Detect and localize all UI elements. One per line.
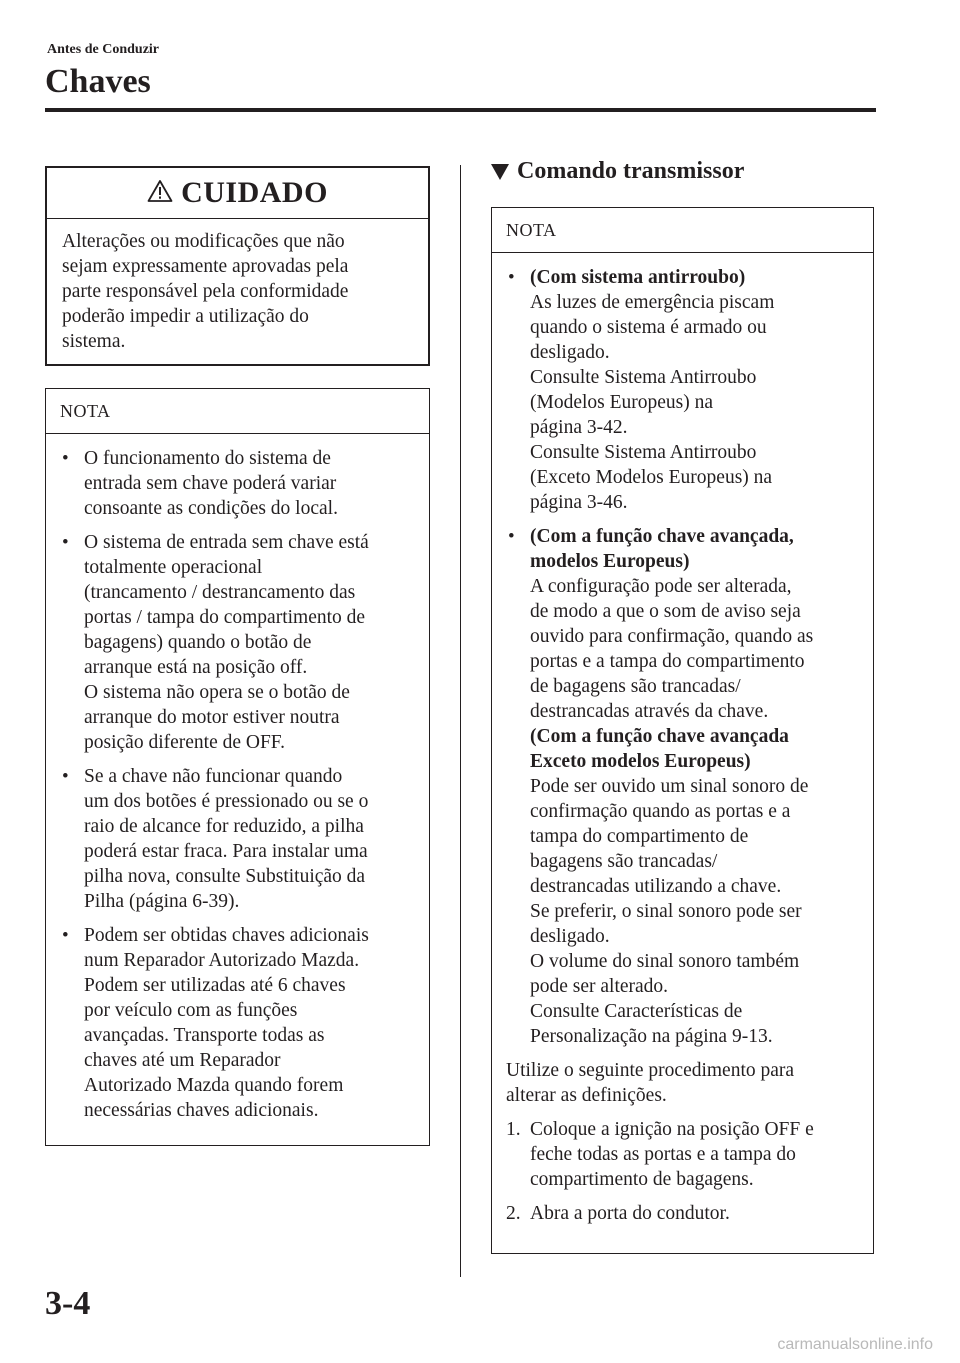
note-line: ouvido para confirmação, quando as xyxy=(530,626,814,647)
note-line: portas e a tampa do compartimento xyxy=(530,651,805,672)
note-box-right xyxy=(491,207,874,1254)
note-line: poderá estar fraca. Para instalar uma xyxy=(84,841,368,862)
note-line: feche todas as portas e a tampa do xyxy=(530,1144,796,1165)
note-line: O sistema não opera se o botão de xyxy=(84,682,350,703)
note-line: Podem ser utilizadas até 6 chaves xyxy=(84,975,346,996)
note-line: Pilha (página 6-39). xyxy=(84,891,240,912)
note-line: As luzes de emergência piscam xyxy=(530,292,775,313)
note-line: Se preferir, o sinal sonoro pode ser xyxy=(530,901,802,922)
section-heading xyxy=(491,158,744,185)
caution-header xyxy=(47,168,428,219)
note-line: Pode ser ouvido um sinal sonoro de xyxy=(530,776,809,797)
caution-box xyxy=(45,166,430,366)
note-line: Autorizado Mazda quando forem xyxy=(84,1075,344,1096)
warning-icon xyxy=(147,179,173,208)
note-bullet xyxy=(60,530,419,755)
caution-line: sejam expressamente aprovadas pela xyxy=(62,256,349,277)
note-line: portas / tampa do compartimento de xyxy=(84,607,366,628)
note-line: bagagens) quando o botão de xyxy=(84,632,312,653)
note-line: O volume do sinal sonoro também xyxy=(530,951,800,972)
note-subheading: modelos Europeus) xyxy=(530,551,690,572)
note-line: Consulte Sistema Antirroubo xyxy=(530,442,757,463)
note-line: página 3-42. xyxy=(530,417,628,438)
note-line: um dos botões é pressionado ou se o xyxy=(84,791,369,812)
procedure-step xyxy=(506,1117,863,1192)
note-body xyxy=(46,434,429,1123)
title-rule xyxy=(45,108,876,112)
note-line: • Se a chave não funcionar quando xyxy=(84,766,343,787)
note-line: necessárias chaves adicionais. xyxy=(84,1100,319,1121)
note-line: pode ser alterado. xyxy=(530,976,669,997)
note-line: alterar as definições. xyxy=(506,1085,667,1106)
watermark: carmanualsonline.info xyxy=(777,1336,933,1353)
note-line: de modo a que o som de aviso seja xyxy=(530,601,801,622)
note-line: por veículo com as funções xyxy=(84,1000,298,1021)
note-bullet xyxy=(60,923,419,1123)
note-line: arranque do motor estiver noutra xyxy=(84,707,340,728)
note-line: entrada sem chave poderá variar xyxy=(84,473,337,494)
note-line: página 3-46. xyxy=(530,492,628,513)
note-line: desligado. xyxy=(530,342,610,363)
note-line: Utilize o seguinte procedimento para xyxy=(506,1060,795,1081)
note-line: raio de alcance for reduzido, a pilha xyxy=(84,816,364,837)
note-line: Consulte Características de xyxy=(530,1001,743,1022)
note-line: • Podem ser obtidas chaves adicionais xyxy=(84,925,369,946)
caution-line: Alterações ou modificações que não xyxy=(62,231,345,252)
note-line: num Reparador Autorizado Mazda. xyxy=(84,950,360,971)
note-bullet xyxy=(506,524,863,1049)
note-line: compartimento de bagagens. xyxy=(530,1169,754,1190)
note-line: desligado. xyxy=(530,926,610,947)
note-subheading: Exceto modelos Europeus) xyxy=(530,751,751,772)
column-divider xyxy=(460,165,461,1277)
note-line: A configuração pode ser alterada, xyxy=(530,576,792,597)
note-line: avançadas. Transporte todas as xyxy=(84,1025,325,1046)
note-subheading: • (Com a função chave avançada, xyxy=(530,526,794,547)
caution-line: poderão impedir a utilização do xyxy=(62,306,309,327)
note-line: destrancadas utilizando a chave. xyxy=(530,876,782,897)
section-label: Antes de Conduzir xyxy=(47,42,160,57)
note-line: bagagens são trancadas/ xyxy=(530,851,718,872)
section-heading-text: Comando transmissor xyxy=(517,158,745,184)
note-header: NOTA xyxy=(46,389,429,434)
note-line: Personalização na página 9-13. xyxy=(530,1026,773,1047)
note-line: consoante as condições do local. xyxy=(84,498,338,519)
note-line: (trancamento / destrancamento das xyxy=(84,582,356,603)
note-line: arranque está na posição off. xyxy=(84,657,308,678)
note-line: tampa do compartimento de xyxy=(530,826,749,847)
step-number: 2. xyxy=(506,1203,521,1224)
note-header: NOTA xyxy=(492,208,873,253)
note-bullet xyxy=(60,446,419,521)
note-line: • O funcionamento do sistema de xyxy=(84,448,331,469)
note-subheading: (Com a função chave avançada xyxy=(530,726,789,747)
triangle-down-icon xyxy=(491,164,509,180)
note-line: Consulte Sistema Antirroubo xyxy=(530,367,757,388)
note-bullet xyxy=(60,764,419,914)
note-line: totalmente operacional xyxy=(84,557,263,578)
note-line: quando o sistema é armado ou xyxy=(530,317,767,338)
procedure-step xyxy=(506,1201,863,1226)
procedure-intro xyxy=(506,1058,863,1108)
page-title: Chaves xyxy=(45,63,151,100)
caution-line: parte responsável pela conformidade xyxy=(62,281,349,302)
note-line: destrancadas através da chave. xyxy=(530,701,769,722)
note-line: Abra a porta do condutor. xyxy=(530,1203,730,1224)
caution-title: CUIDADO xyxy=(181,176,328,209)
note-line: de bagagens são trancadas/ xyxy=(530,676,741,697)
note-line: chaves até um Reparador xyxy=(84,1050,281,1071)
note-subheading: • (Com sistema antirroubo) xyxy=(530,267,746,288)
page-number: 3-4 xyxy=(45,1285,91,1322)
note-line: • O sistema de entrada sem chave está xyxy=(84,532,369,553)
note-body xyxy=(492,253,873,1226)
caution-line: sistema. xyxy=(62,331,126,352)
note-line: Coloque a ignição na posição OFF e xyxy=(530,1119,814,1140)
note-line: posição diferente de OFF. xyxy=(84,732,285,753)
step-number: 1. xyxy=(506,1119,521,1140)
note-line: (Exceto Modelos Europeus) na xyxy=(530,467,773,488)
note-box-left xyxy=(45,388,430,1146)
note-line: (Modelos Europeus) na xyxy=(530,392,714,413)
note-line: pilha nova, consulte Substituição da xyxy=(84,866,366,887)
note-bullet xyxy=(506,265,863,515)
note-line: confirmação quando as portas e a xyxy=(530,801,791,822)
caution-text xyxy=(47,219,428,354)
